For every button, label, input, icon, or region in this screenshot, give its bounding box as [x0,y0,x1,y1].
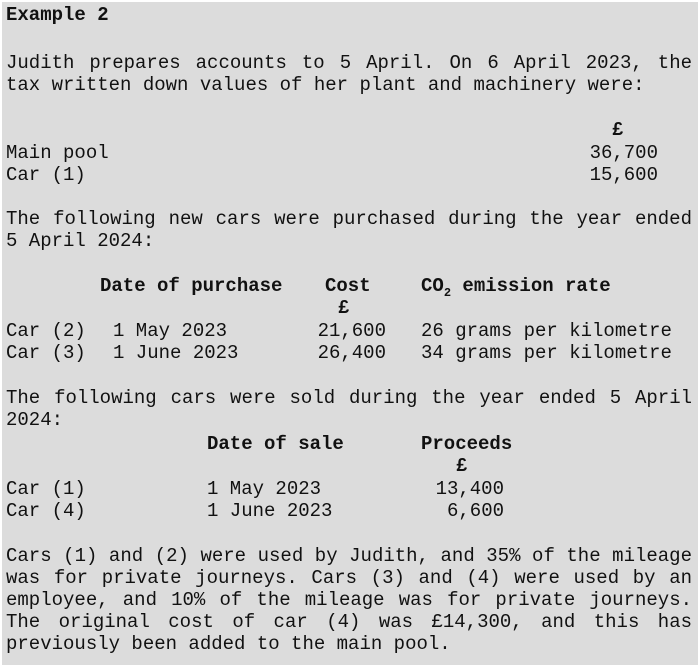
purchase-cost: 21,600 [317,320,386,342]
sale-car: Car (1) [6,478,86,500]
sale-date: 1 June 2023 [207,500,333,522]
purchases-intro: The following new cars were purchased during the year ended 5 April 2024: [6,208,692,252]
sale-proceeds: 6,600 [446,500,504,522]
purchase-cost: 26,400 [317,342,386,364]
purchase-date: 1 June 2023 [113,342,239,364]
purchase-date: 1 May 2023 [113,320,228,342]
sale-currency-header: £ [456,455,468,477]
sale-car: Car (4) [6,500,86,522]
wdv-row-label: Car (1) [6,164,86,186]
wdv-currency-header: £ [612,119,624,141]
co2-header: $CO_2$ emission rate [421,275,611,300]
wdv-row-value: 36,700 [589,142,658,164]
closing-paragraph: Cars (1) and (2) were used by Judith, and 35% of the mileage was for private journeys. Cars (3) and (4) were used by an employee, and 10% of the mileage was for private journeys. The original cost of car (4) was £14,300, and this has previously been added to the main pool. [6,545,692,655]
purchase-cost-header: Cost [325,275,371,297]
wdv-row-label: Main pool [6,142,109,164]
sale-proceeds-header: Proceeds [421,433,513,455]
sales-intro: The following cars were sold during the year ended 5 April 2024: [6,387,692,431]
wdv-row-value: 15,600 [589,164,658,186]
purchase-rate: 26 grams per kilometre [421,320,672,342]
purchase-car: Car (2) [6,320,86,342]
sale-date: 1 May 2023 [207,478,322,500]
purchase-currency-header: £ [338,297,350,319]
example-title: Example 2 [6,4,109,26]
purchase-rate: 34 grams per kilometre [421,342,672,364]
purchase-car: Car (3) [6,342,86,364]
sale-date-header: Date of sale [207,433,344,455]
sale-proceeds: 13,400 [435,478,504,500]
intro-paragraph: Judith prepares accounts to 5 April. On 6 April 2023, the tax written down values of her plant and machinery were: [6,52,692,96]
purchase-date-header: Date of purchase [100,275,283,297]
